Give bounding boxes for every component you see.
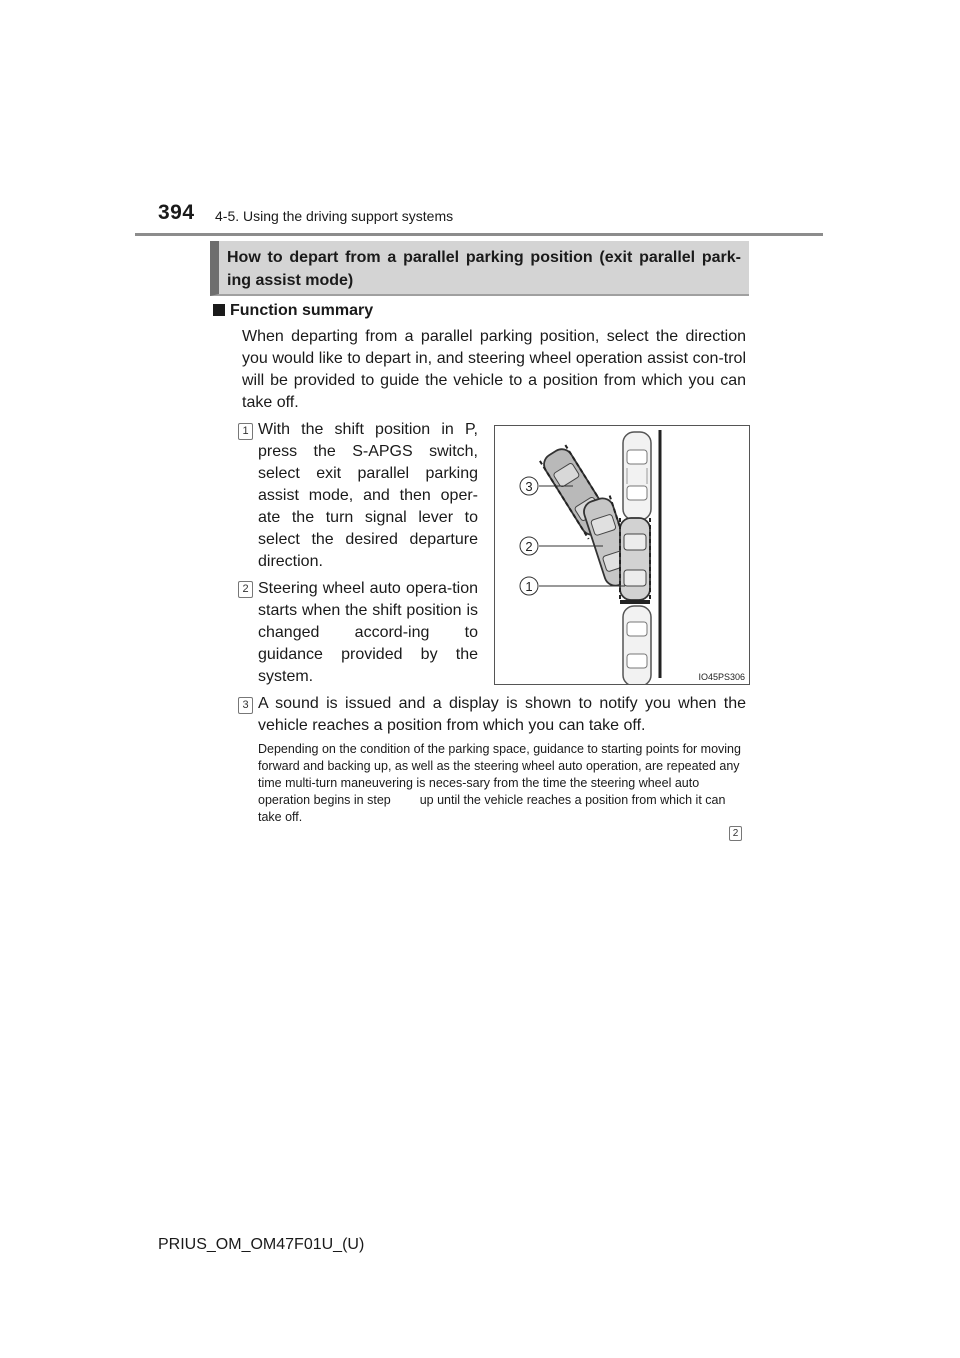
note-text <box>258 741 746 826</box>
note-body: Depending on the condition of the parking space, guidance to starting points for moving forward and backing up, as well as the steering wheel auto operation, are repeated any time multi-turn maneuvering is neces-sary from the time the steering wheel auto operation begins in step <box>258 742 741 807</box>
parked-car-rear <box>623 606 651 684</box>
step-3-number: 3 <box>238 697 253 714</box>
step-2-number: 2 <box>238 581 253 598</box>
square-bullet-icon <box>213 304 225 316</box>
parked-car-front <box>623 432 651 520</box>
callout-1 <box>520 577 538 595</box>
function-summary-title: Function summary <box>230 302 374 319</box>
note-step-reference: 2 <box>729 826 742 841</box>
parking-departure-illustration <box>494 425 750 685</box>
function-summary-text: When departing from a parallel parking position, select the direction you would like to depart in, and steering wheel operation assist con-trol will be provided to guide the vehicle to a position from which you can take off. <box>242 328 746 411</box>
parking-diagram <box>495 426 749 684</box>
function-summary-heading <box>213 302 373 320</box>
header-divider <box>135 233 823 236</box>
step-2-text: Steering wheel auto opera-tion starts when the shift position is changed accord-ing to guidance provided by the system. <box>258 580 478 685</box>
departing-car-start <box>620 518 650 604</box>
callout-1-label: 1 <box>525 579 533 594</box>
figure-code: IO45PS306 <box>698 672 745 682</box>
page-number: 394 <box>158 201 195 224</box>
step-3-text: A sound is issued and a display is shown to notify you when the vehicle reaches a position from which you can take off. <box>258 695 746 734</box>
callout-2 <box>520 537 538 555</box>
section-heading: How to depart from a parallel parking position (exit parallel park-ing assist mode) <box>210 241 749 296</box>
step-1-text: With the shift position in P, press the S-APGS switch, select exit parallel parking assist mode, and then oper-ate the turn signal lever to select the desired departure direction. <box>258 421 478 570</box>
document-id: PRIUS_OM_OM47F01U_(U) <box>158 1236 365 1253</box>
callout-2-label: 2 <box>525 539 533 554</box>
step-1-number: 1 <box>238 423 253 440</box>
callout-3 <box>520 477 538 495</box>
section-title: 4-5. Using the driving support systems <box>215 208 454 224</box>
callout-3-label: 3 <box>525 479 533 494</box>
note-body-end: up until the vehicle reaches a position from which it can take off. <box>258 793 726 824</box>
